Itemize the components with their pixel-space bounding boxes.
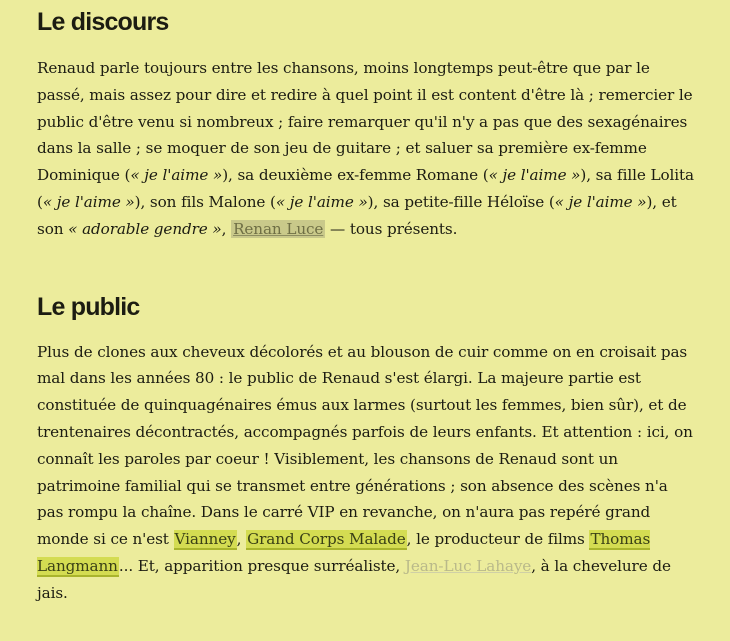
text: ), sa deuxième ex-femme Romane ( — [222, 166, 489, 185]
text: , le producteur de films — [406, 530, 590, 549]
quote: « je l'aime » — [42, 192, 135, 211]
paragraph-public — [37, 339, 694, 607]
text: ), et son — [37, 192, 677, 238]
text: ), sa petite-fille Héloïse ( — [367, 192, 555, 211]
quote: « adorable gendre » — [68, 219, 222, 238]
link-jean-luc-lahaye[interactable]: Jean-Luc Lahaye — [404, 556, 532, 575]
text: , — [236, 530, 247, 549]
text: Renaud parle toujours entre les chansons, moins longtemps peut-être que par le passé, mais assez pour dire et redire à quel point il est content d'être là ; remercier le public d'être venu si nombreux ; faire remarquer qu'il n'y a pas que des sexagénaires dans la salle ; se moquer de son jeu de guitare ; et saluer sa première ex-femme Dominique ( — [37, 59, 693, 185]
text: ... Et, apparition presque surréaliste, — [118, 556, 405, 575]
link-renan-luce[interactable]: Renan Luce — [233, 219, 324, 238]
paragraph-discours — [37, 55, 694, 243]
link-thomas-langmann[interactable]: Thomas Langmann — [37, 530, 651, 575]
text: , — [221, 219, 232, 238]
section-heading-public: Le public — [37, 292, 140, 321]
link-vianney[interactable]: Vianney — [174, 530, 236, 549]
quote: « je l'aime » — [130, 166, 223, 185]
quote: « je l'aime » — [554, 192, 647, 211]
text: , à la chevelure de jais. — [37, 556, 671, 602]
section-heading-discours: Le discours — [37, 8, 169, 36]
quote: « je l'aime » — [488, 166, 581, 185]
text: — tous présents. — [325, 219, 458, 238]
link-grand-corps-malade[interactable]: Grand Corps Malade — [247, 530, 406, 549]
text: Plus de clones aux cheveux décolorés et au blouson de cuir comme on en croisait pas mal dans les années 80 : le public de Renaud s'est élargi. La majeure partie est constituée de quinquagénaires émus aux larmes (surtout les femmes, bien sûr), et de trentenaires décontractés, accompagnés parfois de leurs enfants. Et attention : ici, on connaît les paroles par coeur ! Visiblement, les chansons de Renaud sont un patrimoine familial qui se transmet entre générations ; son absence des scènes n'a pas rompu la chaîne. Dans le carré VIP en revanche, on n'aura pas repéré grand monde si ce n'est — [37, 342, 693, 549]
text: ), son fils Malone ( — [134, 192, 276, 211]
text: ), sa fille Lolita ( — [37, 166, 694, 211]
quote: « je l'aime » — [275, 192, 368, 211]
